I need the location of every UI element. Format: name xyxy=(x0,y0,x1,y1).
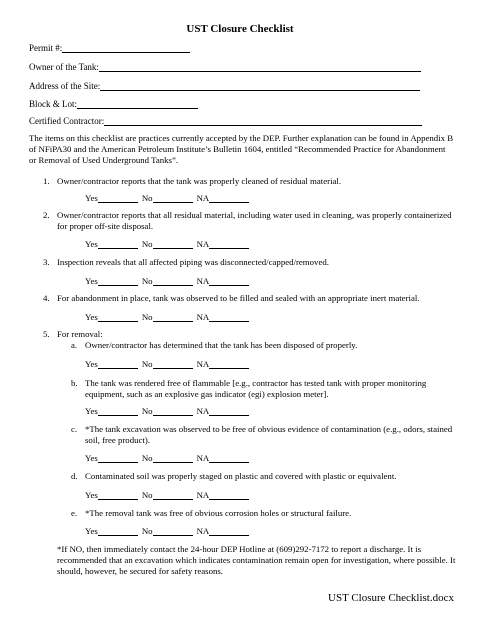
na-blank[interactable] xyxy=(209,526,249,536)
yes-blank[interactable] xyxy=(98,239,138,249)
answer-row xyxy=(85,312,253,322)
item-text: Owner/contractor reports that all residual material, including water used in cleaning, was properly containerized for proper off-site disposal. xyxy=(57,210,452,231)
yes-label: Yes xyxy=(85,490,98,500)
checklist-item xyxy=(43,210,457,232)
checklist-item xyxy=(43,176,457,187)
no-label: No xyxy=(141,276,153,286)
answer-row xyxy=(85,526,253,536)
no-label: No xyxy=(141,406,153,416)
block-lot-line[interactable] xyxy=(77,99,198,109)
subitem-text: Owner/contractor has determined that the tank has been disposed of properly. xyxy=(85,340,358,350)
contractor-label: Certified Contractor: xyxy=(29,116,105,126)
no-blank[interactable] xyxy=(153,406,193,416)
subitem-letter: b. xyxy=(71,378,78,388)
checklist-subitem xyxy=(71,424,460,446)
yes-blank[interactable] xyxy=(98,312,138,322)
owner-line[interactable] xyxy=(99,62,421,72)
yes-label: Yes xyxy=(85,406,98,416)
subitem-letter: a. xyxy=(71,340,78,350)
na-blank[interactable] xyxy=(209,312,249,322)
na-blank[interactable] xyxy=(209,453,249,463)
item-number: 2. xyxy=(43,210,50,220)
item-number: 1. xyxy=(43,176,50,186)
owner-field xyxy=(29,62,421,72)
subitem-text: Contaminated soil was properly staged on plastic and covered with plastic or equivalent. xyxy=(85,471,397,481)
yes-label: Yes xyxy=(85,526,98,536)
no-blank[interactable] xyxy=(153,453,193,463)
answer-row xyxy=(85,239,253,249)
no-blank[interactable] xyxy=(153,359,193,369)
no-label: No xyxy=(141,526,153,536)
contractor-field xyxy=(29,116,422,126)
item-text: Inspection reveals that all affected piping was disconnected/capped/removed. xyxy=(57,257,329,267)
permit-line[interactable] xyxy=(62,43,190,53)
na-label: NA xyxy=(196,276,210,286)
checklist-item xyxy=(43,293,467,304)
item-text: Owner/contractor reports that the tank was properly cleaned of residual material. xyxy=(57,176,342,186)
owner-label: Owner of the Tank: xyxy=(29,62,99,72)
na-blank[interactable] xyxy=(209,193,249,203)
yes-blank[interactable] xyxy=(98,276,138,286)
yes-blank[interactable] xyxy=(98,359,138,369)
answer-row xyxy=(85,490,253,500)
block-lot-field xyxy=(29,99,198,109)
no-blank[interactable] xyxy=(153,239,193,249)
no-blank[interactable] xyxy=(153,193,193,203)
footnote: *If NO, then immediately contact the 24-hour DEP Hotline at (609)292-7172 to report a discharge. It is recommended that an excavation which indicates contamination remain open for investigation, where possible. It should, however, be secured for safety reasons. xyxy=(57,544,456,576)
na-blank[interactable] xyxy=(209,359,249,369)
page-title: UST Closure Checklist xyxy=(186,23,294,35)
yes-blank[interactable] xyxy=(98,453,138,463)
yes-blank[interactable] xyxy=(98,406,138,416)
subitem-letter: d. xyxy=(71,471,78,481)
na-label: NA xyxy=(196,526,210,536)
na-label: NA xyxy=(196,406,210,416)
subitem-text: The tank was rendered free of flammable [e.g., contractor has tested tank with proper monitoring equipment, such as an explosive gas indicator (egi) explosion meter]. xyxy=(85,378,427,399)
no-label: No xyxy=(141,490,153,500)
yes-blank[interactable] xyxy=(98,193,138,203)
item-number: 5. xyxy=(43,329,50,339)
na-label: NA xyxy=(196,359,210,369)
yes-blank[interactable] xyxy=(98,526,138,536)
item-text: For abandonment in place, tank was observed to be filled and sealed with an appropriate inert material. xyxy=(57,293,420,303)
permit-label: Permit #: xyxy=(29,43,63,53)
na-label: NA xyxy=(196,490,210,500)
yes-label: Yes xyxy=(85,453,98,463)
yes-blank[interactable] xyxy=(98,490,138,500)
answer-row xyxy=(85,359,253,369)
no-label: No xyxy=(141,359,153,369)
address-line[interactable] xyxy=(100,81,420,91)
no-label: No xyxy=(141,193,153,203)
na-blank[interactable] xyxy=(209,239,249,249)
address-field xyxy=(29,81,420,91)
block-lot-label: Block & Lot: xyxy=(29,99,77,109)
subitem-letter: e. xyxy=(71,508,78,518)
na-blank[interactable] xyxy=(209,406,249,416)
checklist-subitem xyxy=(71,340,465,351)
checklist-item xyxy=(43,329,457,340)
na-blank[interactable] xyxy=(209,490,249,500)
na-label: NA xyxy=(196,239,210,249)
subitem-text: *The tank excavation was observed to be free of obvious evidence of contamination (e.g., odors, stained soil, free product). xyxy=(85,424,453,445)
yes-label: Yes xyxy=(85,359,98,369)
no-label: No xyxy=(141,312,153,322)
na-label: NA xyxy=(196,193,210,203)
na-blank[interactable] xyxy=(209,276,249,286)
intro-paragraph: The items on this checklist are practices currently accepted by the DEP. Further explanation can be found in Appendix B of NFiPA30 and the American Petroleum Institute’s Bulletin 1604, entitled “Recommended Practice for Abandonment or Removal of Used Underground Tanks”. xyxy=(29,133,454,165)
checklist-subitem xyxy=(71,471,465,482)
checklist-subitem xyxy=(71,378,460,400)
yes-label: Yes xyxy=(85,312,98,322)
item-text: For removal: xyxy=(57,329,103,339)
yes-label: Yes xyxy=(85,193,98,203)
answer-row xyxy=(85,453,253,463)
yes-label: Yes xyxy=(85,239,98,249)
no-blank[interactable] xyxy=(153,526,193,536)
answer-row xyxy=(85,193,253,203)
answer-row xyxy=(85,276,253,286)
no-blank[interactable] xyxy=(153,490,193,500)
no-label: No xyxy=(141,239,153,249)
no-label: No xyxy=(141,453,153,463)
no-blank[interactable] xyxy=(153,312,193,322)
na-label: NA xyxy=(196,453,210,463)
footer-filename: UST Closure Checklist.docx xyxy=(328,592,454,604)
no-blank[interactable] xyxy=(153,276,193,286)
permit-field xyxy=(29,43,190,53)
subitem-text: *The removal tank was free of obvious corrosion holes or structural failure. xyxy=(85,508,352,518)
contractor-line[interactable] xyxy=(104,116,422,126)
checklist-subitem xyxy=(71,508,465,519)
item-number: 3. xyxy=(43,257,50,267)
address-label: Address of the Site: xyxy=(29,81,101,91)
subitem-letter: c. xyxy=(71,424,78,434)
answer-row xyxy=(85,406,253,416)
na-label: NA xyxy=(196,312,210,322)
checklist-item xyxy=(43,257,457,268)
yes-label: Yes xyxy=(85,276,98,286)
item-number: 4. xyxy=(43,293,50,303)
